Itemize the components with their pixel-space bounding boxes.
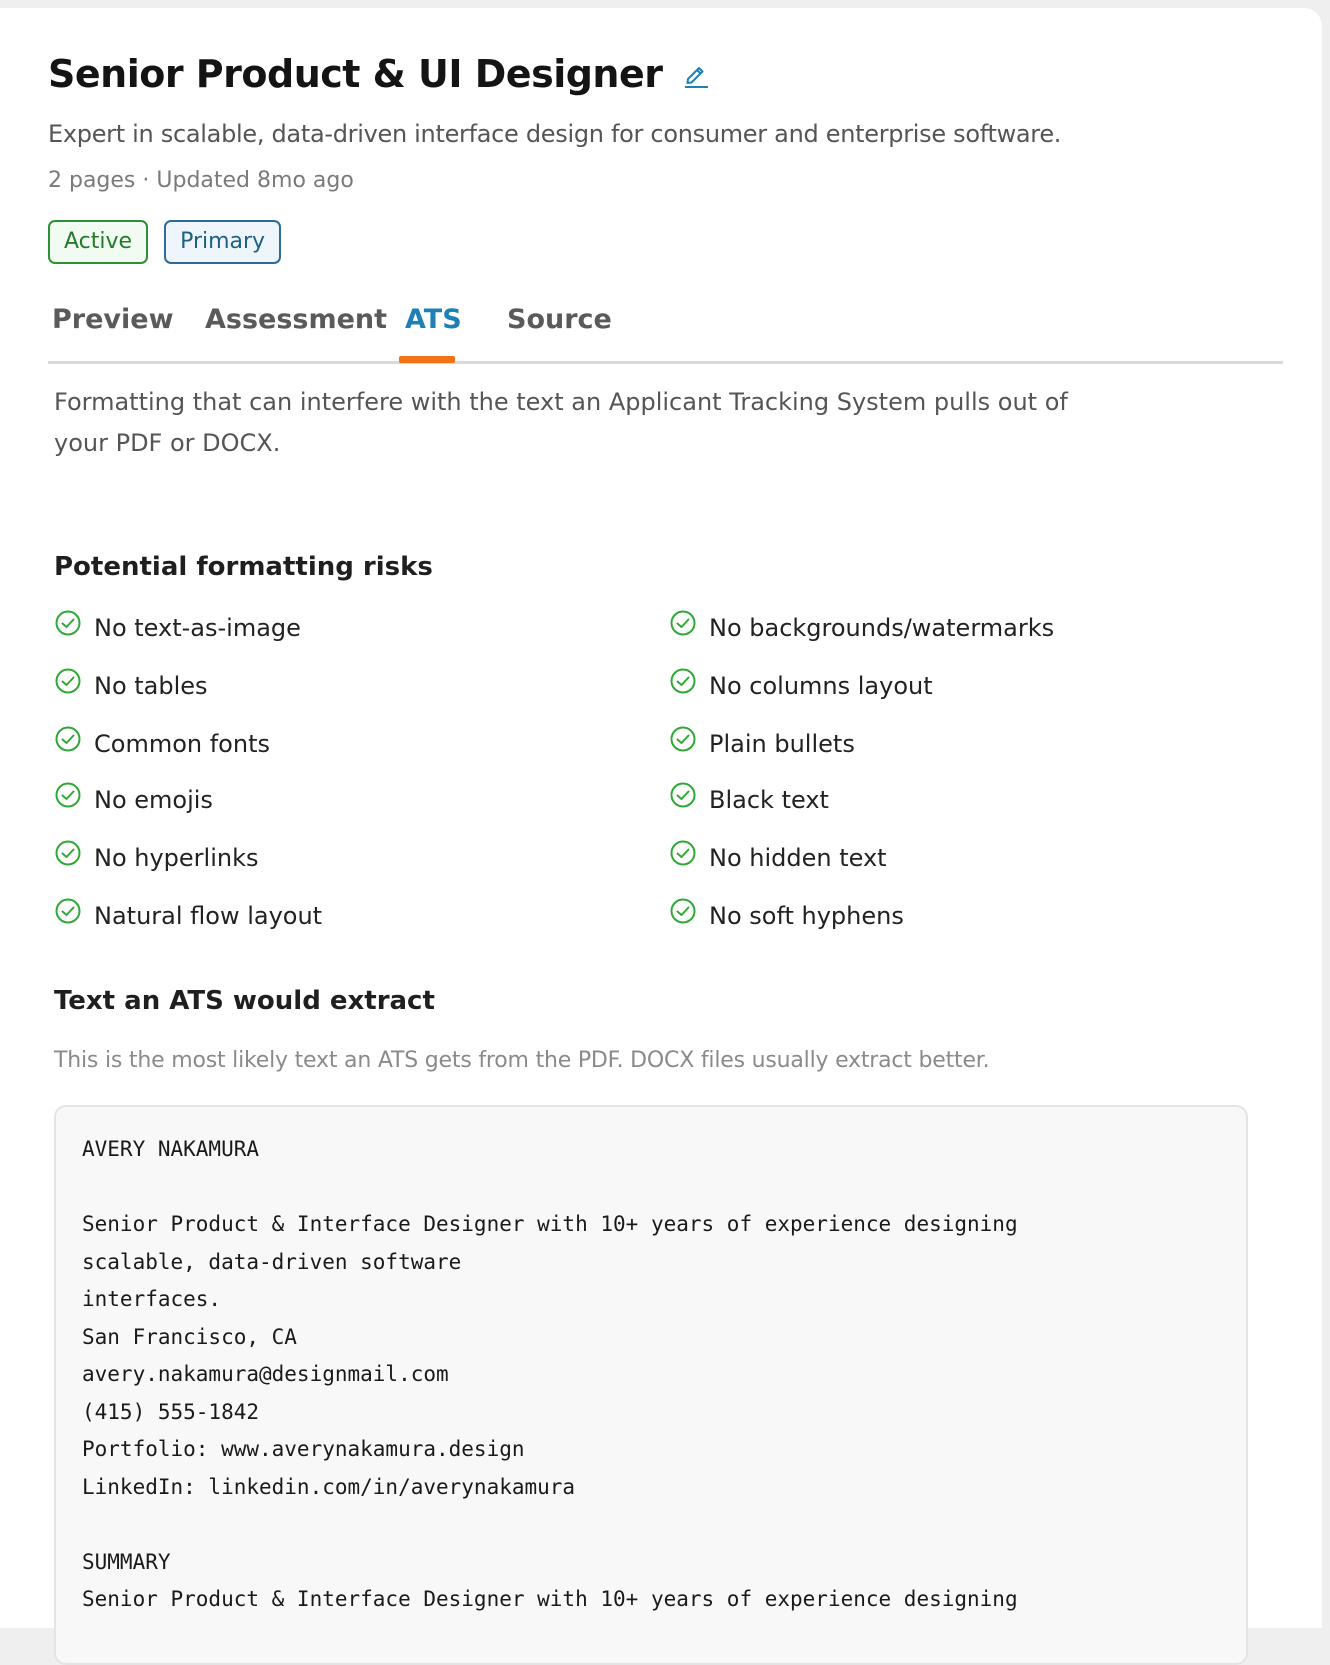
risk-check-item (54, 614, 301, 642)
risk-check-item (54, 672, 208, 700)
check-circle-icon (669, 902, 709, 930)
risk-check-label: No columns layout (709, 672, 933, 700)
risk-check-label: Common fonts (94, 730, 270, 758)
tab-assessment[interactable]: Assessment (205, 304, 388, 335)
risk-check-item (54, 844, 259, 872)
risk-check-item (669, 672, 933, 700)
content-card (0, 8, 1322, 1628)
risk-check-item (669, 786, 829, 814)
document-meta: 2 pages · Updated 8mo ago (48, 168, 354, 193)
status-badge-primary: Primary (164, 220, 281, 264)
tab-bar (48, 298, 1283, 364)
check-circle-icon (54, 786, 94, 814)
check-circle-icon (669, 786, 709, 814)
extracted-text-line: Portfolio: www.averynakamura.design (82, 1437, 525, 1461)
risk-check-label: No tables (94, 672, 208, 700)
risk-check-label: Plain bullets (709, 730, 855, 758)
risk-check-label: No text-as-image (94, 614, 301, 642)
page-subtitle: Expert in scalable, data-driven interface design for consumer and enterprise software. (48, 120, 1062, 148)
title-row (48, 52, 710, 96)
check-circle-icon (54, 614, 94, 642)
extracted-text-line: AVERY NAKAMURA (82, 1137, 260, 1161)
check-circle-icon (54, 902, 94, 930)
risk-check-label: No emojis (94, 786, 213, 814)
risk-check-label: No hyperlinks (94, 844, 259, 872)
extracted-text-line: interfaces. (82, 1287, 222, 1311)
risk-check-label: Natural flow layout (94, 902, 323, 930)
extracted-text-line: avery.nakamura@designmail.com (82, 1362, 449, 1386)
check-circle-icon (54, 672, 94, 700)
extracted-text-line: scalable, data-driven software (82, 1250, 462, 1274)
check-circle-icon (669, 672, 709, 700)
extracted-text-line: San Francisco, CA (82, 1325, 297, 1349)
extracted-text-line: SUMMARY (82, 1550, 171, 1574)
extract-heading: Text an ATS would extract (54, 986, 435, 1016)
check-circle-icon (669, 730, 709, 758)
risk-check-label: No soft hyphens (709, 902, 904, 930)
page-title: Senior Product & UI Designer (48, 52, 663, 96)
check-circle-icon (669, 614, 709, 642)
pencil-icon[interactable] (682, 60, 710, 88)
tab-preview[interactable]: Preview (52, 304, 174, 335)
check-circle-icon (669, 844, 709, 872)
extracted-text-box[interactable] (54, 1105, 1248, 1665)
extracted-text-line: LinkedIn: linkedin.com/in/averynakamura (82, 1475, 576, 1499)
risk-check-item (669, 844, 887, 872)
status-badge-active: Active (48, 220, 148, 264)
risk-check-item (54, 902, 322, 930)
extracted-text-line: Senior Product & Interface Designer with 10+ years of experience designing (82, 1212, 1018, 1236)
check-circle-icon (54, 844, 94, 872)
risk-check-item (54, 730, 270, 758)
risk-check-item (669, 902, 904, 930)
risk-check-label: No hidden text (709, 844, 887, 872)
risk-check-item (54, 786, 213, 814)
risk-check-item (669, 730, 855, 758)
tab-active-indicator (399, 356, 455, 363)
check-circle-icon (54, 730, 94, 758)
extracted-text-line: Senior Product & Interface Designer with 10+ years of experience designing (82, 1587, 1018, 1611)
extracted-text-line: (415) 555-1842 (82, 1400, 260, 1424)
risk-check-label: No backgrounds/watermarks (709, 614, 1055, 642)
tab-source[interactable]: Source (507, 304, 612, 335)
extract-helper-text: This is the most likely text an ATS gets from the PDF. DOCX files usually extract better. (54, 1048, 990, 1073)
status-badges (48, 220, 297, 264)
tab-ats[interactable]: ATS (405, 304, 462, 335)
ats-intro: Formatting that can interfere with the text an Applicant Tracking System pulls out of your PDF or DOCX. (54, 388, 1068, 457)
risk-check-label: Black text (709, 786, 829, 814)
risks-heading: Potential formatting risks (54, 552, 433, 582)
risk-check-item (669, 614, 1054, 642)
